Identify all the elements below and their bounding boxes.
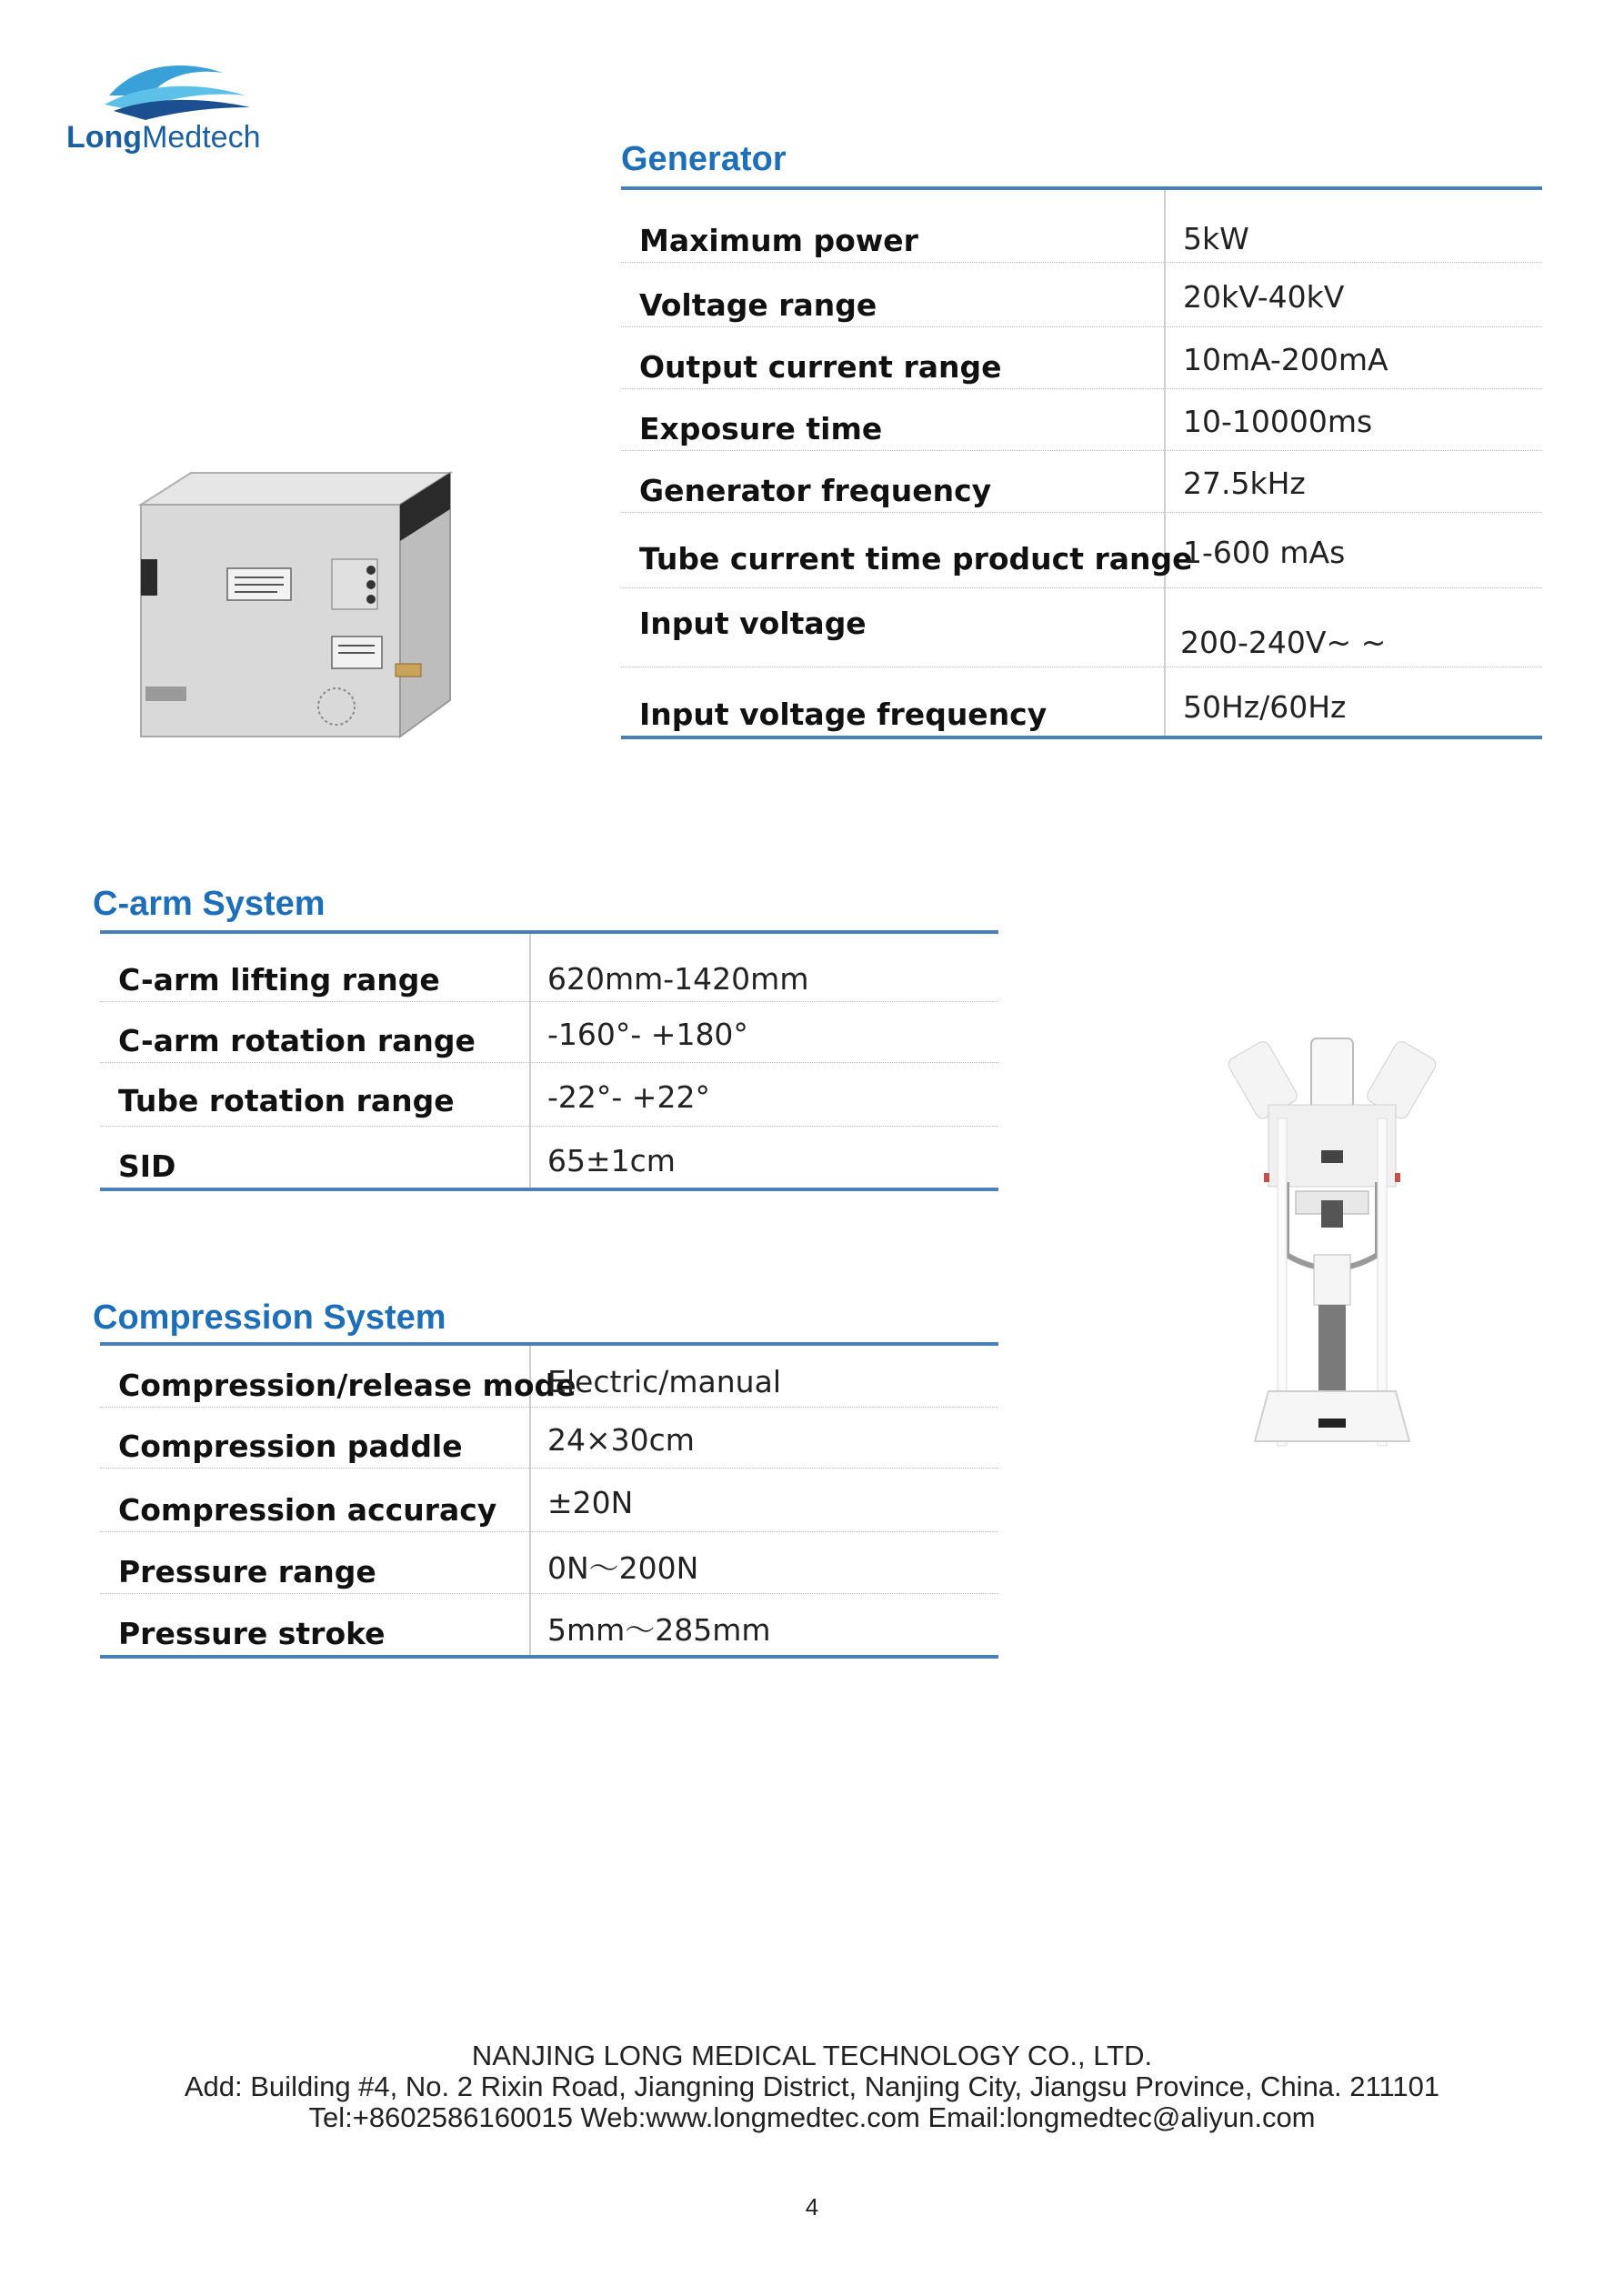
table-row — [621, 327, 1542, 389]
spec-label: Output current range — [639, 349, 1002, 385]
carm-spec-table — [100, 930, 998, 1191]
logo-regular-text: Medtech — [142, 120, 261, 155]
spec-label: Compression/release mode — [118, 1368, 576, 1403]
spec-label: Voltage range — [639, 287, 877, 323]
spec-label: Input voltage frequency — [639, 697, 1048, 732]
table-row — [100, 1469, 998, 1532]
table-row — [100, 1408, 998, 1469]
logo-wave-icon — [64, 55, 273, 123]
table-row — [621, 451, 1542, 513]
table-row — [100, 934, 998, 1002]
spec-label: C-arm rotation range — [118, 1023, 476, 1058]
table-row — [621, 389, 1542, 451]
logo-bold-text: Long — [66, 120, 143, 155]
page-number: 4 — [805, 2193, 819, 2221]
spec-label: Compression paddle — [118, 1429, 463, 1464]
spec-label: Input voltage — [639, 606, 867, 641]
spec-label: Maximum power — [639, 223, 918, 258]
high-voltage-generator-icon — [141, 473, 450, 737]
table-row — [621, 513, 1542, 588]
spec-label: Generator frequency — [639, 473, 992, 508]
carm-title: C-arm System — [93, 885, 326, 923]
spec-value: 0N～200N — [547, 1550, 699, 1586]
spec-value: 50Hz/60Hz — [1183, 689, 1347, 725]
table-row — [621, 263, 1542, 327]
spec-value: Electric/manual — [547, 1364, 781, 1399]
spec-value: -22°- +22° — [547, 1079, 710, 1115]
generator-title: Generator — [621, 140, 787, 178]
footer-company: NANJING LONG MEDICAL TECHNOLOGY CO., LTD. — [471, 2040, 1153, 2071]
footer-contact: Tel:+8602586160015 Web:www.longmedtec.com Email:longmedtec@aliyun.com — [308, 2101, 1316, 2133]
spec-value: 24×30cm — [547, 1422, 695, 1458]
spec-value: -160°- +180° — [547, 1017, 748, 1052]
compression-spec-table — [100, 1342, 998, 1659]
spec-value: 20kV-40kV — [1183, 279, 1345, 315]
table-row — [621, 190, 1542, 263]
spec-value: ±20N — [547, 1485, 634, 1520]
spec-label: Pressure stroke — [118, 1616, 386, 1651]
spec-value: 200-240V~ ~ — [1180, 625, 1387, 660]
table-row — [621, 588, 1542, 667]
compression-title: Compression System — [93, 1298, 446, 1337]
spec-value: 1-600 mAs — [1183, 535, 1346, 570]
table-row — [100, 1594, 998, 1655]
table-row — [100, 1346, 998, 1408]
generator-spec-table — [621, 186, 1542, 739]
table-row — [100, 1002, 998, 1063]
spec-value: 27.5kHz — [1183, 466, 1306, 501]
mammography-c-arm-icon — [1228, 1038, 1437, 1446]
spec-value: 10-10000ms — [1183, 404, 1373, 439]
spec-label: Tube current time product range — [639, 541, 1193, 577]
spec-label: Tube rotation range — [118, 1083, 455, 1118]
mammography-unit-image — [1228, 1028, 1437, 1455]
logo-wordmark — [66, 120, 260, 155]
generator-image — [127, 468, 464, 750]
spec-label: C-arm lifting range — [118, 962, 440, 998]
footer-address: Add: Building #4, No. 2 Rixin Road, Jiangning District, Nanjing City, Jiangsu Province, China. 211101 — [184, 2070, 1440, 2102]
spec-value: 65±1cm — [547, 1143, 676, 1178]
spec-label: SID — [118, 1148, 176, 1184]
table-row — [100, 1127, 998, 1188]
spec-label: Compression accuracy — [118, 1492, 497, 1528]
spec-value: 620mm-1420mm — [547, 961, 809, 997]
spec-label: Pressure range — [118, 1554, 376, 1589]
spec-value: 5mm～285mm — [547, 1612, 771, 1648]
table-row — [100, 1532, 998, 1594]
company-logo — [64, 55, 273, 155]
table-row — [100, 1063, 998, 1127]
table-row — [621, 667, 1542, 736]
spec-value: 5kW — [1183, 221, 1249, 256]
spec-value: 10mA-200mA — [1183, 342, 1388, 377]
spec-label: Exposure time — [639, 411, 883, 446]
